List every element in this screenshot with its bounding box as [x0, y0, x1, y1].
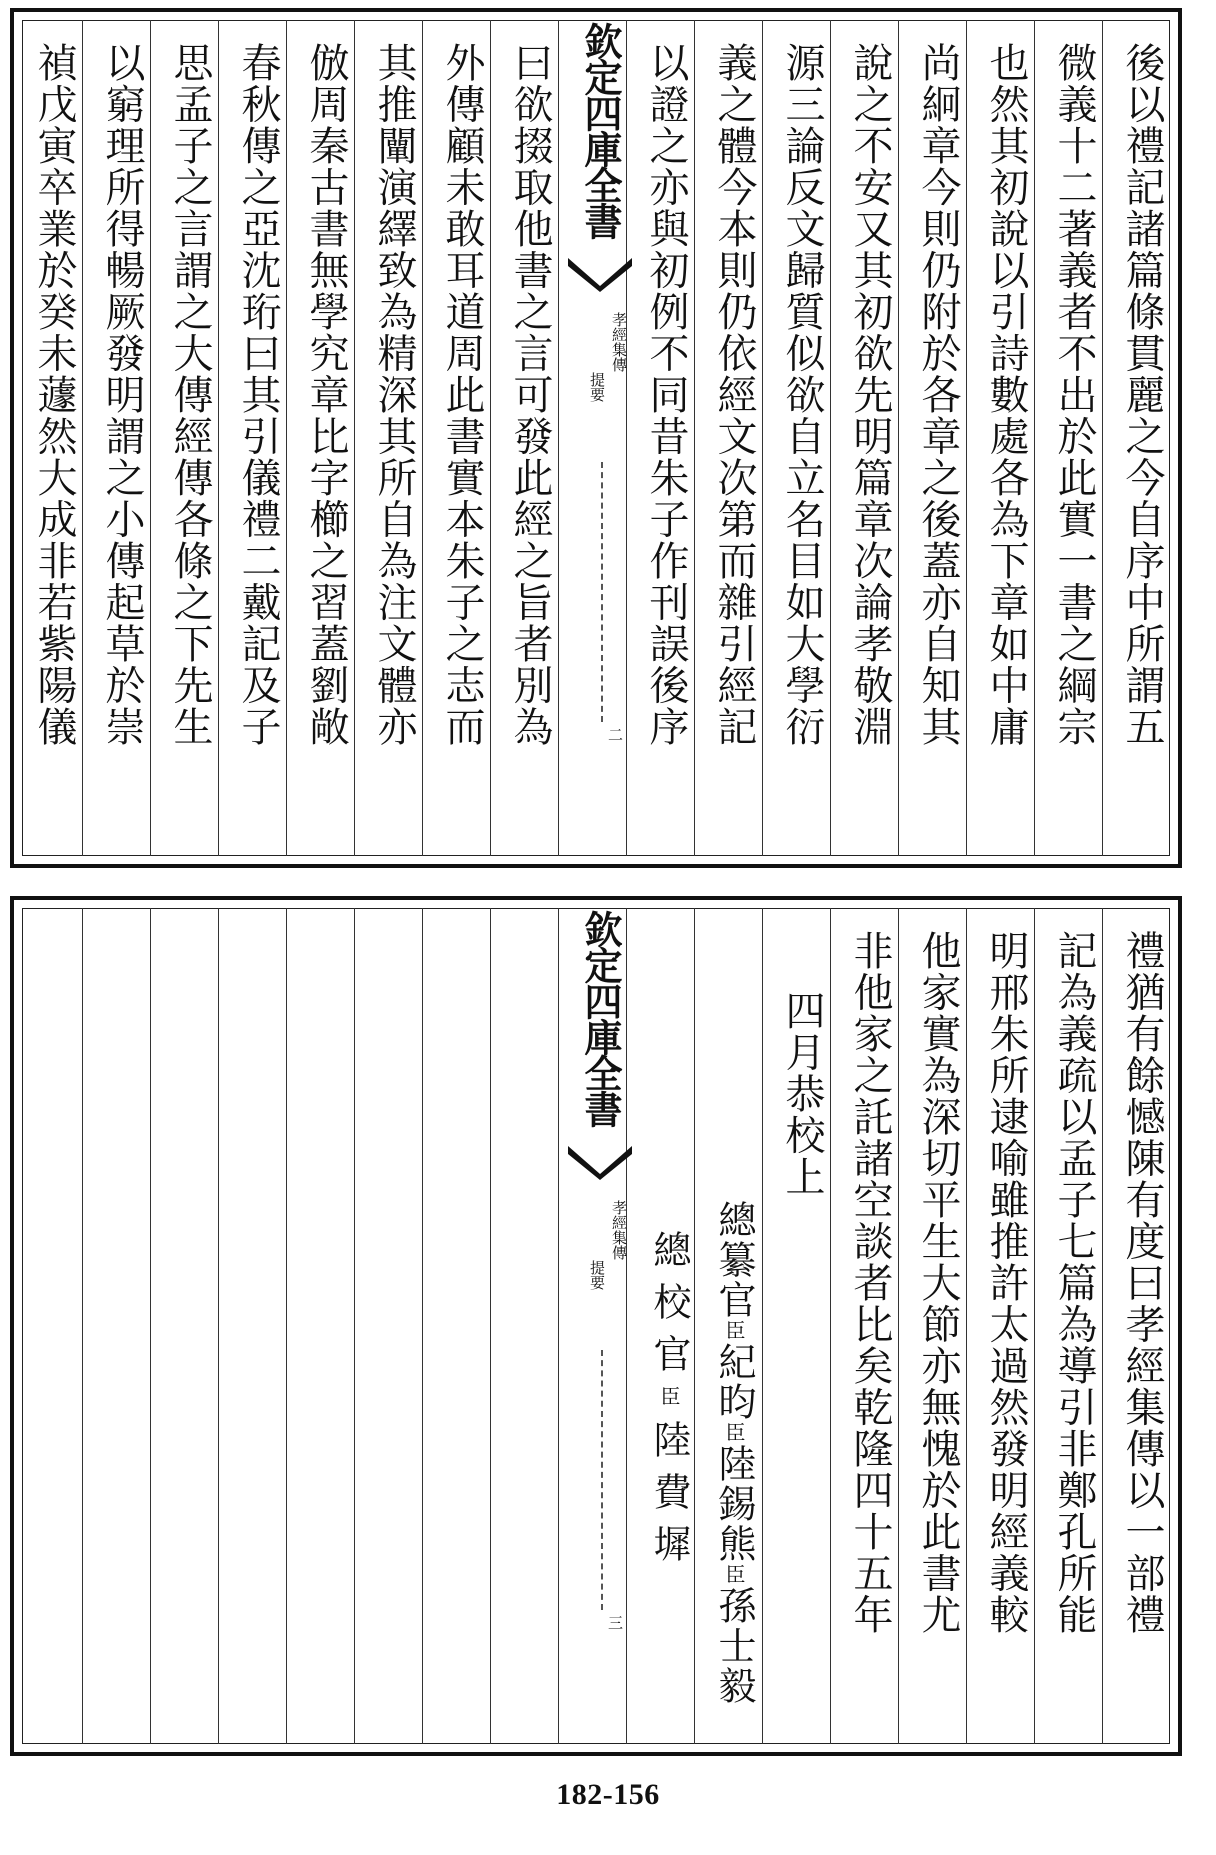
top-column-11: 其推闡演繹致為精深其所自為注文體亦 — [371, 42, 417, 748]
top-column-4: 尚絅章今則仍附於各章之後蓋亦自知其 — [915, 42, 961, 748]
top-column-2: 微義十二著義者不出於此實一書之綱宗 — [1051, 42, 1097, 748]
top-column-9: 曰欲掇取他書之言可發此經之旨者別為 — [507, 42, 553, 748]
top-column-12: 倣周秦古書無學究章比字櫛之習蓋劉敞 — [303, 42, 349, 748]
bottom-column-1: 禮猶有餘憾陳有度曰孝經集傳以一部禮 — [1119, 930, 1165, 1636]
bottom-column-5: 非他家之託諸空談者比矣乾隆四十五年 — [847, 930, 893, 1636]
proofreader-credit — [634, 1230, 704, 1576]
top-page — [10, 8, 1182, 868]
chen-mark: 臣 — [722, 1422, 746, 1444]
top-column-3: 也然其初說以引詩數處各為下章如中庸 — [983, 42, 1029, 748]
top-column-6: 源三論反文歸質似欲自立名目如大學衍 — [779, 42, 825, 748]
credit-title-zongzuan: 總纂官 — [712, 1200, 756, 1320]
credit-name-lufeichi: 陸費墀 — [647, 1420, 691, 1576]
top-column-1: 後以禮記諸篇條貫麗之今自序中所謂五 — [1119, 42, 1165, 748]
credit-name-luxixiong: 陸錫熊 — [712, 1444, 756, 1564]
credit-title-zongjiao: 總校官 — [647, 1230, 691, 1386]
top-column-13: 春秋傳之亞沈珩曰其引儀禮二戴記及子 — [235, 42, 281, 748]
bottom-page — [10, 896, 1182, 1756]
chen-mark: 臣 — [657, 1386, 681, 1420]
top-column-10: 外傳顧未敢耳道周此書實本朱子之志而 — [439, 42, 485, 748]
book-title-bottom: 欽定四庫全書 — [578, 910, 623, 1126]
gutter-page-number-bottom: 三 — [606, 1615, 624, 1630]
gutter-label-title-bottom: 孝經集傳 — [610, 1200, 628, 1260]
top-column-8: 以證之亦與初例不同昔朱子作刊誤後序 — [643, 42, 689, 748]
bottom-column-3: 明邢朱所逮喻雖推許太過然發明經義較 — [983, 930, 1029, 1636]
compiler-credit — [704, 1200, 764, 1706]
fish-tail-mark-bottom — [566, 1144, 634, 1180]
top-column-5: 說之不安又其初欲先明篇章次論孝敬淵 — [847, 42, 893, 748]
top-column-7: 義之體今本則仍依經文次第而雜引經記 — [711, 42, 757, 748]
gutter-label-tiyao-bottom: 提要 — [588, 1260, 606, 1290]
bottom-column-2: 記為義疏以孟子七篇為導引非鄭孔所能 — [1051, 930, 1097, 1636]
chen-mark: 臣 — [722, 1320, 746, 1342]
fish-tail-mark-top — [566, 256, 634, 292]
book-title-top: 欽定四庫全書 — [578, 22, 623, 238]
gutter-page-number-top: 二 — [606, 727, 624, 742]
top-column-16: 禎戊寅卒業於癸未蘧然大成非若紫陽儀 — [31, 42, 77, 748]
credit-name-jiyun: 紀昀 — [712, 1342, 756, 1422]
bottom-column-6: 四月恭校上 — [779, 990, 825, 1198]
gutter-label-tiyao-top: 提要 — [588, 372, 606, 402]
credit-name-sunshiyi: 孫士毅 — [712, 1586, 756, 1706]
top-column-15: 以窮理所得暢厥發明謂之小傳起草於崇 — [99, 42, 145, 748]
gutter-label-title-top: 孝經集傳 — [610, 312, 628, 372]
bottom-column-4: 他家實為深切平生大節亦無愧於此書尤 — [915, 930, 961, 1636]
chen-mark: 臣 — [722, 1564, 746, 1586]
top-column-14: 思孟子之言謂之大傳經傳各條之下先生 — [167, 42, 213, 748]
page-number-footer: 182-156 — [556, 1778, 660, 1811]
